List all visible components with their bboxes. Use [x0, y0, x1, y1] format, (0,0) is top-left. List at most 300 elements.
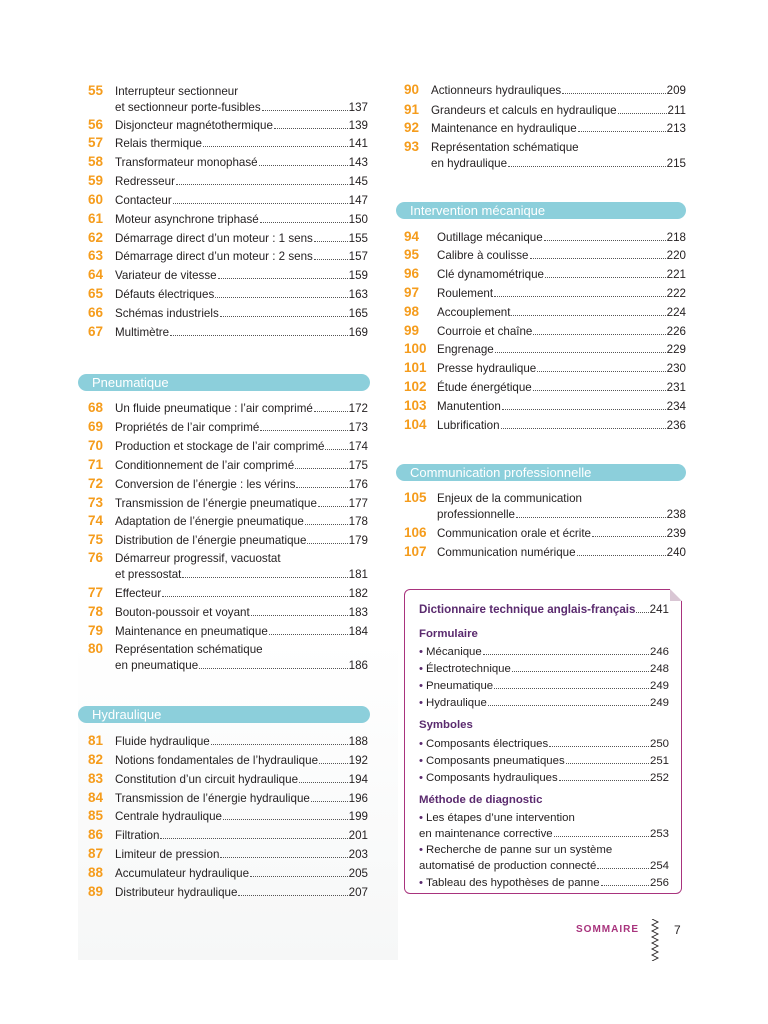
chapter-number: 101 [404, 360, 427, 375]
entry-title: Composants pneumatiques [426, 755, 565, 767]
chapter-number: 73 [88, 495, 104, 510]
entry-text [437, 305, 686, 321]
toc-line [115, 642, 368, 658]
chapter-number: 91 [404, 102, 420, 117]
bullet-icon: • [419, 646, 423, 658]
dot-leader [577, 555, 666, 556]
entry-page-number: 172 [348, 402, 368, 415]
toc-line [115, 658, 368, 674]
toc-line [437, 248, 686, 264]
entry-title: Engrenage [437, 343, 494, 356]
chapter-number: 64 [88, 267, 104, 282]
toc-line [437, 526, 686, 542]
annex-dictionary-entry[interactable] [419, 603, 669, 616]
toc-line [419, 770, 669, 786]
entry-text [115, 249, 368, 265]
dot-leader [325, 449, 347, 450]
dot-leader [319, 763, 348, 764]
toc-line [419, 810, 669, 826]
entry-page-number: 234 [666, 400, 686, 413]
annex-item[interactable] [419, 875, 669, 891]
annex-section-title: Méthode de diagnostic [419, 794, 543, 806]
entry-title: Accouplement [437, 306, 511, 319]
chapter-number: 66 [88, 305, 104, 320]
toc-line [115, 624, 368, 640]
entry-title: Adaptation de l’énergie pneumatique [115, 515, 304, 528]
entry-page-number: 174 [348, 440, 368, 453]
bullet-icon: • [419, 738, 423, 750]
annex-item[interactable] [419, 644, 669, 660]
annex-section-title: Formulaire [419, 628, 478, 640]
entry-page-number: 157 [348, 250, 368, 263]
chapter-number: 61 [88, 211, 104, 226]
dot-leader [215, 297, 347, 298]
entry-title: Étude énergétique [437, 381, 532, 394]
dot-leader [162, 596, 347, 597]
entry-page-number: 186 [348, 659, 368, 672]
entry-title: Moteur asynchrone triphasé [115, 213, 259, 226]
toc-line [115, 828, 368, 844]
entry-text [437, 342, 686, 358]
entry-title: Enjeux de la communication [437, 492, 583, 505]
entry-title: Bouton-poussoir et voyant [115, 606, 250, 619]
section-header-intervention-mecanique: Intervention mécanique [396, 202, 686, 219]
annex-item[interactable] [419, 678, 669, 694]
entry-page-number: 169 [348, 326, 368, 339]
entry-text [115, 420, 368, 436]
entry-text [115, 84, 368, 116]
toc-line [419, 695, 669, 711]
chapter-number: 102 [404, 379, 427, 394]
chapter-number: 85 [88, 808, 104, 823]
bullet-icon: • [419, 812, 423, 824]
toc-line [115, 174, 368, 190]
entry-page-number: 175 [348, 459, 368, 472]
entry-title: Calibre à coulisse [437, 249, 529, 262]
toc-line [437, 361, 686, 377]
entry-text [115, 439, 368, 455]
entry-text [115, 605, 368, 621]
page-number: 7 [674, 923, 681, 937]
toc-line [431, 83, 686, 99]
entry-page-number: 211 [667, 104, 686, 117]
chapter-number: 55 [88, 83, 104, 98]
bullet-icon: • [419, 680, 423, 692]
entry-text [115, 772, 368, 788]
entry-text [115, 401, 368, 417]
annex-box [404, 589, 682, 894]
dot-leader [260, 430, 347, 431]
entry-text [437, 399, 686, 415]
entry-title: Schémas industriels [115, 307, 219, 320]
entry-title: Maintenance en hydraulique [431, 122, 577, 135]
toc-line [437, 305, 686, 321]
entry-title: Relais thermique [115, 137, 202, 150]
entry-title: Électrotechnique [426, 663, 511, 675]
dot-leader [220, 857, 347, 858]
entry-title: et sectionneur porte-fusibles [115, 101, 261, 114]
toc-line [115, 605, 368, 621]
entry-page-number: 209 [666, 84, 686, 97]
entry-text [115, 753, 368, 769]
entry-page-number: 222 [666, 287, 686, 300]
dot-leader [494, 296, 666, 297]
entry-title: Disjoncteur magnétothermique [115, 119, 273, 132]
entry-text [115, 791, 368, 807]
entry-title: Représentation schématique [115, 643, 263, 656]
entry-text [431, 121, 686, 137]
annex-section-title: Symboles [419, 719, 473, 731]
toc-line [437, 286, 686, 302]
entry-title: Accumulateur hydraulique [115, 867, 250, 880]
entry-title: Dictionnaire technique anglais-français [419, 603, 636, 616]
dot-leader [511, 315, 665, 316]
entry-text [115, 325, 368, 341]
chapter-number: 100 [404, 341, 427, 356]
entry-title: en hydraulique [431, 157, 508, 170]
entry-text [115, 624, 368, 640]
toc-line [115, 586, 368, 602]
entry-title: Mécanique [426, 646, 482, 658]
entry-title: Variateur de vitesse [115, 269, 217, 282]
entry-page-number: 253 [649, 828, 669, 840]
entry-title: Défauts électriques [115, 288, 215, 301]
entry-text [431, 103, 686, 119]
entry-page-number: 220 [666, 249, 686, 262]
entry-page-number: 178 [348, 515, 368, 528]
entry-text [115, 496, 368, 512]
entry-title: Composants hydrauliques [426, 772, 558, 784]
chapter-number: 68 [88, 400, 104, 415]
entry-text [437, 545, 686, 561]
section-header-hydraulique: Hydraulique [78, 706, 370, 723]
entry-title: Démarrage direct d’un moteur : 2 sens [115, 250, 313, 263]
toc-line [115, 551, 368, 567]
entry-title: Communication orale et écrite [437, 527, 592, 540]
dot-leader [516, 517, 666, 518]
chapter-number: 88 [88, 865, 104, 880]
entry-title: Un fluide pneumatique : l’air comprimé [115, 402, 313, 415]
annex-item[interactable] [419, 826, 669, 842]
entry-text [115, 514, 368, 530]
entry-page-number: 207 [348, 886, 368, 899]
entry-page-number: 201 [348, 829, 368, 842]
chapter-number: 87 [88, 846, 104, 861]
entry-title: Conversion de l’énergie : les vérins [115, 478, 296, 491]
entry-page-number: 213 [666, 122, 686, 135]
dot-leader [311, 801, 348, 802]
toc-line [437, 507, 686, 523]
annex-item[interactable] [419, 858, 669, 874]
entry-page-number: 196 [348, 792, 368, 805]
entry-title: Représentation schématique [431, 141, 579, 154]
chapter-number: 81 [88, 733, 104, 748]
entry-page-number: 231 [666, 381, 686, 394]
entry-page-number: 141 [348, 137, 368, 150]
dot-leader [562, 93, 665, 94]
dot-leader [305, 524, 348, 525]
entry-title: en pneumatique [115, 659, 199, 672]
chapter-number: 63 [88, 248, 104, 263]
entry-text [115, 306, 368, 322]
toc-line [115, 306, 368, 322]
entry-title: Interrupteur sectionneur [115, 85, 239, 98]
entry-text [437, 324, 686, 340]
dot-leader [618, 113, 667, 114]
toc-line [437, 418, 686, 434]
toc-line [419, 736, 669, 752]
chapter-number: 99 [404, 323, 420, 338]
toc-line [115, 420, 368, 436]
chapter-number: 72 [88, 476, 104, 491]
chapter-number: 97 [404, 285, 420, 300]
entry-title: Distribution de l’énergie pneumatique [115, 534, 307, 547]
dot-leader [269, 634, 348, 635]
entry-page-number: 150 [348, 213, 368, 226]
entry-page-number: 147 [348, 194, 368, 207]
dot-leader [274, 128, 348, 129]
toc-line [419, 603, 669, 616]
dot-leader [160, 838, 347, 839]
dot-leader [199, 668, 348, 669]
toc-line [115, 753, 368, 769]
entry-title: Limiteur de pression [115, 848, 220, 861]
entry-title: Conditionnement de l’air comprimé [115, 459, 295, 472]
dot-leader [544, 240, 666, 241]
entry-title: Grandeurs et calculs en hydraulique [431, 104, 617, 117]
chapter-number: 93 [404, 139, 420, 154]
chapter-number: 57 [88, 135, 104, 150]
chapter-number: 59 [88, 173, 104, 188]
entry-title: Propriétés de l’air comprimé [115, 421, 260, 434]
dot-leader [223, 819, 348, 820]
entry-page-number: 226 [666, 325, 686, 338]
entry-title: Démarrage direct d’un moteur : 1 sens [115, 232, 313, 245]
entry-text [437, 380, 686, 396]
dot-leader [495, 352, 666, 353]
toc-line [437, 267, 686, 283]
dot-leader [636, 612, 648, 613]
toc-line [115, 772, 368, 788]
chapter-number: 69 [88, 419, 104, 434]
dot-leader [218, 278, 348, 279]
entry-page-number: 249 [649, 697, 669, 709]
toc-line [437, 399, 686, 415]
entry-title: Redresseur [115, 175, 175, 188]
entry-page-number: 203 [348, 848, 368, 861]
chapter-number: 83 [88, 771, 104, 786]
entry-page-number: 221 [666, 268, 686, 281]
chapter-number: 56 [88, 117, 104, 132]
entry-title: Maintenance en pneumatique [115, 625, 268, 638]
entry-text [437, 526, 686, 542]
chapter-number: 84 [88, 790, 104, 805]
annex-item[interactable] [419, 842, 669, 858]
toc-line [431, 103, 686, 119]
page-fold-corner [670, 589, 682, 601]
entry-title: Tableau des hypothèses de panne [426, 877, 600, 889]
entry-title: Presse hydraulique [437, 362, 537, 375]
entry-page-number: 194 [348, 773, 368, 786]
dot-leader [296, 487, 347, 488]
toc-line [115, 249, 368, 265]
bullet-icon: • [419, 663, 423, 675]
dot-leader [211, 744, 348, 745]
toc-line [419, 644, 669, 660]
entry-title: automatisé de production connecté [419, 860, 597, 872]
toc-line [115, 533, 368, 549]
entry-page-number: 155 [348, 232, 368, 245]
annex-item[interactable] [419, 695, 669, 711]
entry-text [115, 847, 368, 863]
entry-page-number: 249 [649, 680, 669, 692]
toc-line [419, 858, 669, 874]
entry-title: Centrale hydraulique [115, 810, 222, 823]
entry-title: Filtration [115, 829, 160, 842]
toc-line [419, 826, 669, 842]
entry-title: Effecteur [115, 587, 162, 600]
section-header-pneumatique: Pneumatique [78, 374, 370, 391]
entry-text [437, 267, 686, 283]
entry-text [115, 458, 368, 474]
chapter-number: 62 [88, 230, 104, 245]
entry-page-number: 252 [649, 772, 669, 784]
chapter-number: 89 [88, 884, 104, 899]
entry-page-number: 137 [348, 101, 368, 114]
dot-leader [295, 468, 348, 469]
dot-leader [250, 876, 348, 877]
entry-text [115, 118, 368, 134]
entry-text [115, 809, 368, 825]
entry-text [431, 140, 686, 172]
entry-title: Pneumatique [426, 680, 494, 692]
dot-leader [251, 615, 348, 616]
chapter-number: 107 [404, 544, 427, 559]
entry-title: Actionneurs hydrauliques [431, 84, 562, 97]
entry-page-number: 254 [649, 860, 669, 872]
toc-line [115, 847, 368, 863]
chapter-number: 94 [404, 229, 420, 244]
toc-line [419, 875, 669, 891]
toc-line [115, 885, 368, 901]
bullet-icon: • [419, 772, 423, 784]
entry-page-number: 246 [649, 646, 669, 658]
entry-page-number: 143 [348, 156, 368, 169]
chapter-number: 98 [404, 304, 420, 319]
dot-leader [566, 763, 649, 764]
entry-page-number: 182 [348, 587, 368, 600]
dot-leader [314, 411, 348, 412]
dot-leader [314, 241, 348, 242]
entry-text [115, 533, 368, 549]
chapter-number: 92 [404, 120, 420, 135]
entry-title: en maintenance corrective [419, 828, 553, 840]
entry-text [115, 136, 368, 152]
dot-leader [262, 110, 348, 111]
entry-page-number: 179 [348, 534, 368, 547]
entry-page-number: 256 [649, 877, 669, 889]
zigzag-divider-icon [649, 919, 661, 961]
chapter-number: 80 [88, 641, 104, 656]
annex-item[interactable] [419, 753, 669, 769]
dot-leader [307, 543, 347, 544]
entry-title: Hydraulique [426, 697, 487, 709]
entry-text [437, 230, 686, 246]
toc-line [115, 734, 368, 750]
dot-leader [545, 277, 666, 278]
entry-text [115, 212, 368, 228]
dot-leader [559, 780, 649, 781]
toc-line [431, 140, 686, 156]
toc-line [115, 439, 368, 455]
footer-section-label: SOMMAIRE [576, 924, 639, 935]
chapter-number: 78 [88, 604, 104, 619]
entry-page-number: 159 [348, 269, 368, 282]
entry-text [115, 642, 368, 674]
entry-page-number: 218 [666, 231, 686, 244]
dot-leader [203, 146, 348, 147]
dot-leader [238, 895, 347, 896]
annex-item[interactable] [419, 810, 669, 826]
entry-page-number: 145 [348, 175, 368, 188]
entry-text [115, 231, 368, 247]
toc-line [115, 118, 368, 134]
entry-text [115, 551, 368, 583]
toc-line [115, 84, 368, 100]
toc-line [115, 325, 368, 341]
chapter-number: 60 [88, 192, 104, 207]
toc-line [115, 809, 368, 825]
annex-item[interactable] [419, 770, 669, 786]
entry-page-number: 184 [348, 625, 368, 638]
dot-leader [554, 836, 649, 837]
entry-page-number: 165 [348, 307, 368, 320]
entry-page-number: 215 [666, 157, 686, 170]
entry-title: professionnelle [437, 508, 515, 521]
entry-text [437, 361, 686, 377]
entry-title: Manutention [437, 400, 501, 413]
toc-line [115, 477, 368, 493]
entry-page-number: 240 [666, 546, 686, 559]
toc-line [115, 193, 368, 209]
entry-title: Multimètre [115, 326, 170, 339]
toc-line [115, 231, 368, 247]
entry-text [115, 866, 368, 882]
entry-title: Transmission de l’énergie pneumatique [115, 497, 317, 510]
section-header-communication-professionnelle: Communication professionnelle [396, 464, 686, 481]
entry-text [115, 287, 368, 303]
chapter-number: 82 [88, 752, 104, 767]
dot-leader [512, 671, 649, 672]
entry-page-number: 163 [348, 288, 368, 301]
entry-page-number: 230 [666, 362, 686, 375]
entry-page-number: 188 [348, 735, 368, 748]
chapter-number: 95 [404, 247, 420, 262]
toc-line [115, 514, 368, 530]
toc-line [115, 458, 368, 474]
annex-item[interactable] [419, 661, 669, 677]
entry-text [115, 586, 368, 602]
toc-line [419, 753, 669, 769]
entry-title: Distributeur hydraulique [115, 886, 238, 899]
entry-page-number: 239 [666, 527, 686, 540]
entry-page-number: 229 [666, 343, 686, 356]
toc-line [115, 496, 368, 512]
entry-text [115, 155, 368, 171]
annex-item[interactable] [419, 736, 669, 752]
toc-line [431, 121, 686, 137]
dot-leader [176, 184, 348, 185]
